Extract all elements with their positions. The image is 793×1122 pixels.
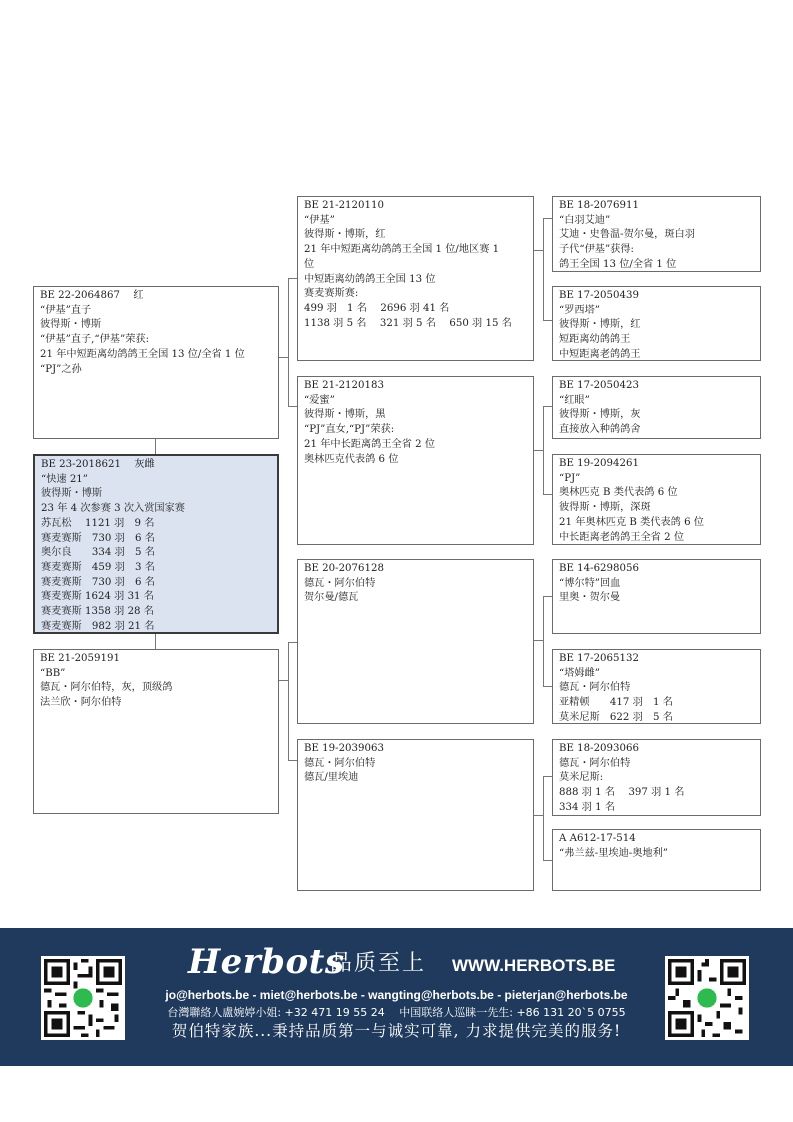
pedigree-line: 法兰欣・阿尔伯特 <box>40 697 122 709</box>
great-grandparent-5-box <box>552 559 761 634</box>
great-grandparent-2-box <box>552 286 761 361</box>
pedigree-line: 奥尔良 334 羽 5 名 <box>41 547 155 559</box>
pedigree-line: “塔姆雌” <box>559 667 600 679</box>
pedigree-line: 彼得斯・博斯 <box>40 319 102 331</box>
pedigree-line: 莫米尼斯: <box>559 772 604 784</box>
pedigree-line: 贺尔曼/德瓦 <box>304 592 359 604</box>
pedigree-line: 赛麦赛斯 730 羽 6 名 <box>41 532 155 544</box>
pedigree-line: “爱蜜” <box>304 394 335 406</box>
connector-line <box>543 406 544 494</box>
pedigree-line: “BB” <box>40 667 66 679</box>
pedigree-line: 德瓦・阿尔伯特 <box>559 757 631 769</box>
pedigree-line: 短距离幼鸽鸽王 <box>559 334 631 346</box>
great-grandparent-7-box <box>552 739 761 816</box>
ring-number: BE 14-6298056 <box>559 563 639 574</box>
ring-number: BE 17-2050439 <box>559 290 639 301</box>
dam-dam-box <box>297 739 534 891</box>
ring-number: A A612-17-514 <box>559 833 636 844</box>
pedigree-line: 赛麦赛斯 982 羽 21 名 <box>41 620 155 632</box>
contact-phones: 台灣聯絡人盧婉婷小姐: +32 471 19 55 24 中国联络人巡睐一先生: +86 131 20`5 0755 <box>167 1006 626 1019</box>
connector-line <box>533 450 543 451</box>
pedigree-line: 德瓦・阿尔伯特，灰，顶级鸽 <box>40 682 173 694</box>
slogan: 贺伯特家族...秉持品质第一与诚实可靠, 力求提供完美的服务! <box>171 1022 622 1040</box>
pedigree-line: 亚精顿 417 羽 1 名 <box>559 697 673 709</box>
dam-box <box>33 649 279 814</box>
great-grandparent-3-box <box>552 376 761 439</box>
pedigree-line: 奥林匹克代表鸽 6 位 <box>304 453 399 465</box>
pedigree-line: 499 羽 1 名 2696 羽 41 名 <box>304 302 450 314</box>
pedigree-line: “PJ”直女,“PJ”荣获: <box>304 424 395 436</box>
pedigree-line: 莫米尼斯 622 羽 5 名 <box>559 711 673 723</box>
ring-number: BE 19-2094261 <box>559 458 639 469</box>
pedigree-line: 子代“伊基”获得: <box>559 244 634 256</box>
pedigree-line: “PJ” <box>559 472 581 484</box>
pedigree-line: 德瓦・阿尔伯特 <box>559 682 631 694</box>
tagline: 品质至上 <box>330 951 427 976</box>
connector-line <box>543 218 544 320</box>
qr-code-icon <box>668 959 746 1037</box>
pedigree-line: 23 年 4 次参赛 3 次入赏国家赛 <box>41 503 185 515</box>
connector-line <box>278 680 288 681</box>
connector-line <box>288 642 289 760</box>
connector-line <box>278 357 288 358</box>
pedigree-line: 888 羽 1 名 397 羽 1 名 <box>559 787 685 799</box>
pedigree-line: 彼得斯・博斯，红 <box>304 229 386 241</box>
pedigree-line: 德瓦/里埃迪 <box>304 772 359 784</box>
pedigree-line: 21 年中短距离幼鸽鸽王全国 1 位/地区赛 1 <box>304 244 500 256</box>
pedigree-line: 彼得斯・博斯，黑 <box>304 409 386 421</box>
connector-line <box>155 633 156 650</box>
email-addresses[interactable]: jo@herbots.be - miet@herbots.be - wangting@herbots.be - pieterjan@herbots.be <box>165 988 628 1002</box>
pedigree-line: 直接放入种鸽鸽舍 <box>559 424 641 436</box>
pedigree-line: “PJ”之孙 <box>40 363 82 375</box>
pedigree-line: “红眼” <box>559 394 590 406</box>
pedigree-line: 赛麦赛斯 1624 羽 31 名 <box>41 591 154 603</box>
great-grandparent-6-box <box>552 649 761 724</box>
pedigree-line: 赛麦赛斯 730 羽 6 名 <box>41 576 155 588</box>
ring-number: BE 22-2064867 红 <box>40 290 144 301</box>
ring-number: BE 17-2065132 <box>559 653 639 664</box>
pedigree-line: “伊基” <box>304 214 335 226</box>
pedigree-line: 1138 羽 5 名 321 羽 5 名 650 羽 15 名 <box>304 317 512 329</box>
ring-number: BE 20-2076128 <box>304 563 384 574</box>
pedigree-line: “弗兰兹-里埃迪-奥地利” <box>559 847 668 859</box>
connector-line <box>543 776 544 860</box>
pedigree-line: “伊基”直子 <box>40 304 92 316</box>
ring-number: BE 21-2059191 <box>40 653 120 664</box>
pedigree-line: 德瓦・阿尔伯特 <box>304 757 376 769</box>
pedigree-line: 中长距离老鸽鸽王全省 2 位 <box>559 531 685 543</box>
pedigree-line: 苏瓦松 1121 羽 9 名 <box>41 517 155 529</box>
pedigree-line: 赛麦赛斯 1358 羽 28 名 <box>41 606 154 618</box>
pedigree-line: 位 <box>304 258 315 270</box>
connector-line <box>533 250 543 251</box>
wechat-icon <box>697 988 716 1007</box>
pedigree-line: 里奥・贺尔曼 <box>559 592 621 604</box>
pedigree-line: 334 羽 1 名 <box>559 801 616 813</box>
pedigree-line: 鸽王全国 13 位/全省 1 位 <box>559 258 677 270</box>
pedigree-line: 赛麦赛斯赛: <box>304 288 359 300</box>
connector-line <box>533 640 543 641</box>
pedigree-line: 彼得斯・博斯，红 <box>559 319 641 331</box>
pedigree-line: 彼得斯・博斯，深斑 <box>559 502 651 514</box>
pedigree-line: “博尔特”回血 <box>559 577 621 589</box>
connector-line <box>155 438 156 454</box>
pedigree-line: 赛麦赛斯 459 羽 3 名 <box>41 561 155 573</box>
pedigree-line: 中短距离老鸽鸽王 <box>559 348 641 360</box>
great-grandparent-4-box <box>552 454 761 545</box>
sire-sire-box <box>297 196 534 361</box>
pedigree-line: 德瓦・阿尔伯特 <box>304 577 376 589</box>
pedigree-line: 21 年奥林匹克 B 类代表鸽 6 位 <box>559 516 704 528</box>
pedigree-line: 中短距离幼鸽鸽王全国 13 位 <box>304 273 436 285</box>
ring-number: BE 17-2050423 <box>559 380 639 391</box>
pedigree-line: “快速 21” <box>41 473 88 485</box>
qr-code-right[interactable] <box>665 956 749 1040</box>
footer-banner <box>0 928 793 1066</box>
pedigree-line: “伊基”直子,“伊基”荣获: <box>40 334 150 346</box>
ring-number: BE 21-2120183 <box>304 380 384 391</box>
sire-box <box>33 286 279 439</box>
pedigree-line: 彼得斯・博斯 <box>41 488 103 500</box>
pedigree-line: 奥林匹克 B 类代表鸽 6 位 <box>559 487 678 499</box>
pedigree-line: “白羽艾迪” <box>559 214 611 226</box>
great-grandparent-8-box <box>552 829 761 891</box>
website-link[interactable]: WWW.HERBOTS.BE <box>452 956 616 975</box>
subject-pigeon-box <box>33 454 279 634</box>
ring-number: BE 23-2018621 灰雌 <box>41 459 155 470</box>
pedigree-line: “罗西塔” <box>559 304 600 316</box>
pedigree-line: 艾迪・史鲁温-贺尔曼，斑白羽 <box>559 229 695 241</box>
dam-sire-box <box>297 559 534 724</box>
connector-line <box>288 278 289 406</box>
sire-dam-box <box>297 376 534 545</box>
ring-number: BE 18-2093066 <box>559 743 639 754</box>
pedigree-line: 21 年中长距离鸽王全省 2 位 <box>304 438 436 450</box>
pedigree-line: 彼得斯・博斯，灰 <box>559 409 641 421</box>
connector-line <box>533 815 543 816</box>
ring-number: BE 19-2039063 <box>304 743 384 754</box>
ring-number: BE 18-2076911 <box>559 200 639 211</box>
brand-logo: Herbots <box>188 942 345 982</box>
great-grandparent-1-box <box>552 196 761 272</box>
pedigree-line: 21 年中短距离幼鸽鸽王全国 13 位/全省 1 位 <box>40 348 245 360</box>
ring-number: BE 21-2120110 <box>304 200 384 211</box>
connector-line <box>543 596 544 686</box>
